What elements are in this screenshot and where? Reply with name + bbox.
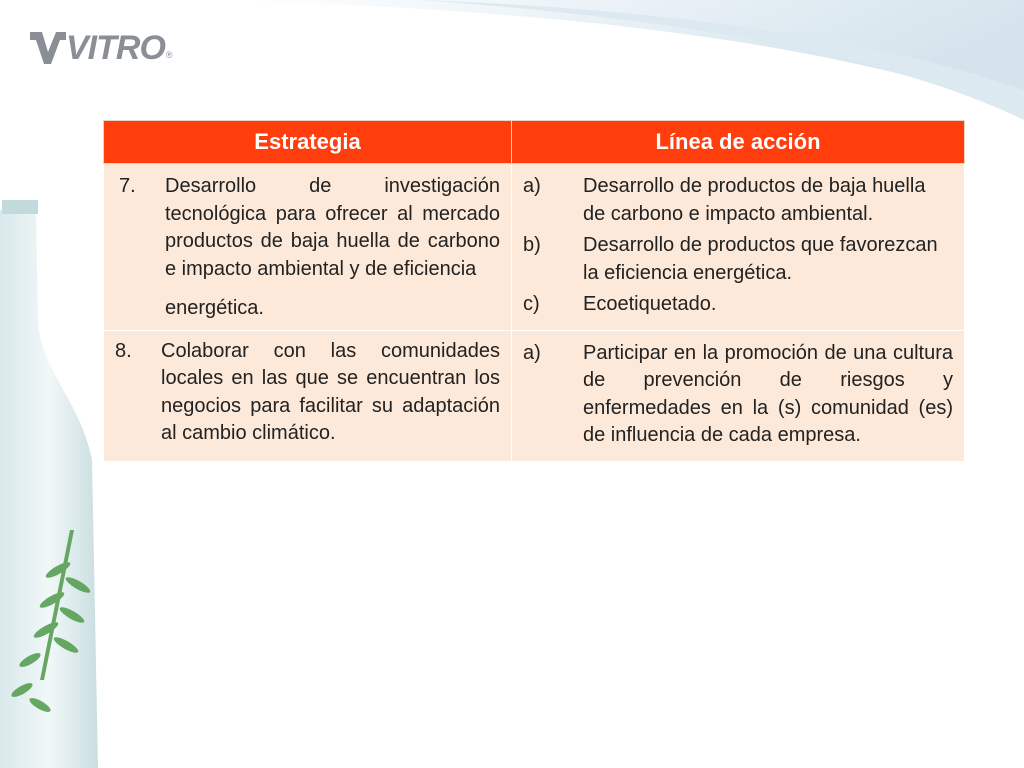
vitro-logo: [30, 28, 173, 68]
action-text: Participar en la promoción de una cultura de prevención de riesgos y enfermedades en la (s) comunidad (es) de influencia de cada empresa.: [583, 341, 953, 446]
action-item: [523, 340, 953, 450]
action-item: [523, 291, 953, 319]
action-item: [523, 232, 953, 287]
action-text: Ecoetiquetado.: [583, 293, 717, 315]
action-text: Desarrollo de productos de baja huella de carbono e impacto ambiental.: [583, 175, 926, 225]
table-row: [104, 164, 965, 331]
action-letter: a): [523, 341, 541, 364]
logo-registered-mark: ®: [165, 50, 173, 60]
strategy-cell: [104, 330, 512, 461]
strategy-text: Colaborar con las comunidades locales en las que se encuentran los negocios para facilitar su adaptación al cambio climático.: [161, 339, 500, 444]
strategy-number: 8.: [115, 339, 132, 362]
strategy-text-tail: energética.: [165, 297, 264, 319]
table-header-row: [104, 121, 965, 164]
vitro-logo-mark-icon: [30, 32, 66, 64]
logo-wordmark: VITRO: [66, 28, 165, 67]
table-row: [104, 330, 965, 461]
header-strategy: Estrategia: [104, 121, 512, 164]
action-text: Desarrollo de productos que favorezcan la eficiencia energética.: [583, 234, 938, 284]
strategy-text: Desarrollo de investigación tecnológica para ofrecer al mercado productos de baja huella de carbono e impacto ambiental y de eficiencia: [165, 175, 500, 280]
action-letter: c): [523, 293, 540, 315]
action-cell: [512, 164, 965, 331]
action-letter: a): [523, 175, 541, 197]
strategy-cell: [104, 164, 512, 331]
header-action-line: Línea de acción: [512, 121, 965, 164]
action-cell: [512, 330, 965, 461]
action-item: [523, 173, 953, 228]
glass-bottle-image: [0, 200, 100, 768]
strategy-number: 7.: [119, 175, 136, 197]
action-letter: b): [523, 234, 541, 256]
strategy-table: [103, 120, 965, 462]
